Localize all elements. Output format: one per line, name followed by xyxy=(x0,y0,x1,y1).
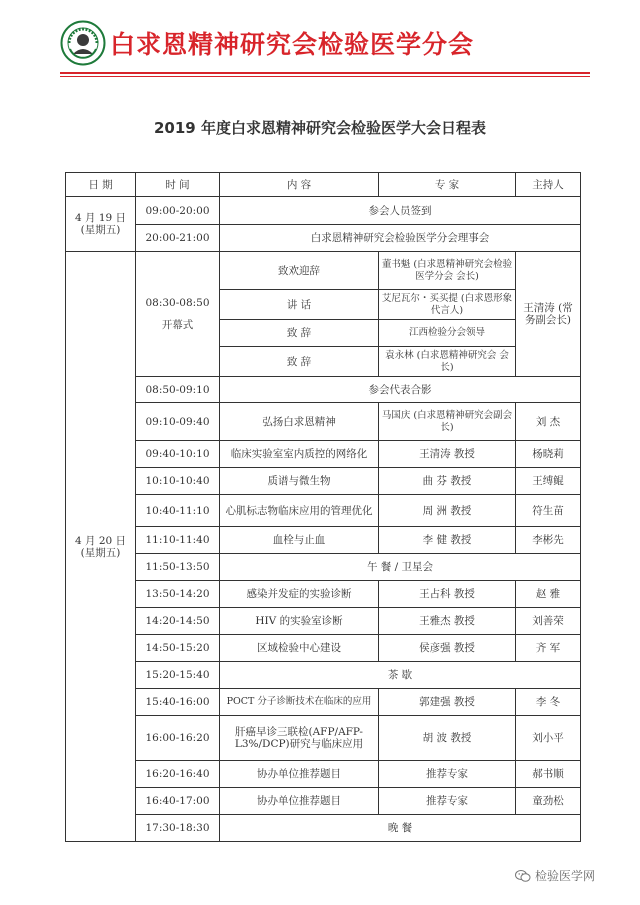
content-cell: 协办单位推荐题目 xyxy=(220,788,379,815)
day1-date-cell xyxy=(66,197,136,252)
table-row xyxy=(66,608,581,635)
col-header-host: 主持人 xyxy=(516,173,581,197)
content-cell: 午 餐 / 卫星会 xyxy=(220,554,581,581)
host-cell: 童劲松 xyxy=(516,788,581,815)
host-cell: 杨晓莉 xyxy=(516,441,581,468)
expert-cell: 郭建强 教授 xyxy=(379,689,516,716)
header-divider xyxy=(60,72,590,74)
table-row xyxy=(66,788,581,815)
time-cell: 15:20-15:40 xyxy=(136,662,220,689)
expert-cell: 曲 芬 教授 xyxy=(379,468,516,495)
header-divider-thin xyxy=(60,76,590,77)
col-header-expert: 专 家 xyxy=(379,173,516,197)
table-row xyxy=(66,716,581,761)
opening-host-cell: 王清涛 (常务副会长) xyxy=(516,252,581,377)
table-row xyxy=(66,689,581,716)
day2-date: 4 月 20 日 xyxy=(74,534,127,547)
table-row xyxy=(66,635,581,662)
time-cell: 15:40-16:00 xyxy=(136,689,220,716)
content-cell: 心肌标志物临床应用的管理优化 xyxy=(220,495,379,527)
content-cell: 参会人员签到 xyxy=(220,197,581,225)
expert-cell: 李 健 教授 xyxy=(379,527,516,554)
page-title: 2019 年度白求恩精神研究会检验医学大会日程表 xyxy=(154,119,486,137)
table-row xyxy=(66,441,581,468)
content-cell: 讲 话 xyxy=(220,290,379,320)
expert-cell: 侯彦强 教授 xyxy=(379,635,516,662)
content-cell: 致 辞 xyxy=(220,347,379,377)
table-row xyxy=(66,815,581,842)
expert-cell: 艾尼瓦尔・买买提 (白求恩形象代言人) xyxy=(379,290,516,320)
society-logo-icon xyxy=(60,20,106,66)
wechat-icon xyxy=(515,869,531,883)
time-cell: 09:40-10:10 xyxy=(136,441,220,468)
host-cell: 王缚鲲 xyxy=(516,468,581,495)
table-row xyxy=(66,581,581,608)
host-cell: 郝书顺 xyxy=(516,761,581,788)
time-cell: 14:50-15:20 xyxy=(136,635,220,662)
host-cell: 李彬先 xyxy=(516,527,581,554)
col-header-time: 时 间 xyxy=(136,173,220,197)
table-row xyxy=(66,495,581,527)
content-cell: 感染并发症的实验诊断 xyxy=(220,581,379,608)
content-cell: HIV 的实验室诊断 xyxy=(220,608,379,635)
time-cell: 16:20-16:40 xyxy=(136,761,220,788)
opening-time: 08:30-08:50 xyxy=(145,297,210,309)
host-cell: 齐 军 xyxy=(516,635,581,662)
day2-date-cell xyxy=(66,252,136,842)
content-cell: 临床实验室室内质控的网络化 xyxy=(220,441,379,468)
time-cell: 10:40-11:10 xyxy=(136,495,220,527)
content-cell: 协办单位推荐题目 xyxy=(220,761,379,788)
content-cell: 白求恩精神研究会检验医学分会理事会 xyxy=(220,225,581,252)
day2-weekday: (星期五) xyxy=(80,546,121,559)
time-cell: 13:50-14:20 xyxy=(136,581,220,608)
table-row xyxy=(66,225,581,252)
time-cell: 14:20-14:50 xyxy=(136,608,220,635)
expert-cell: 推荐专家 xyxy=(379,788,516,815)
expert-cell: 董书魁 (白求恩精神研究会检验医学分会 会长) xyxy=(379,252,516,290)
expert-cell: 周 洲 教授 xyxy=(379,495,516,527)
col-header-content: 内 容 xyxy=(220,173,379,197)
content-cell: 区域检验中心建设 xyxy=(220,635,379,662)
host-cell: 刘小平 xyxy=(516,716,581,761)
time-cell: 11:10-11:40 xyxy=(136,527,220,554)
org-name: 白求恩精神研究会检验医学分会 xyxy=(110,30,475,59)
table-row xyxy=(66,554,581,581)
expert-cell: 袁永林 (白求恩精神研究会 会长) xyxy=(379,347,516,377)
host-cell: 刘善荣 xyxy=(516,608,581,635)
col-header-date: 日 期 xyxy=(66,173,136,197)
expert-cell: 胡 波 教授 xyxy=(379,716,516,761)
document-header xyxy=(60,20,474,66)
watermark xyxy=(515,867,595,884)
expert-cell: 王占科 教授 xyxy=(379,581,516,608)
table-row xyxy=(66,403,581,441)
table-row xyxy=(66,377,581,403)
table-row xyxy=(66,527,581,554)
host-cell: 刘 杰 xyxy=(516,403,581,441)
table-row xyxy=(66,197,581,225)
expert-cell: 马国庆 (白求恩精神研究会副会长) xyxy=(379,403,516,441)
time-cell: 09:00-20:00 xyxy=(136,197,220,225)
watermark-text: 检验医学网 xyxy=(535,869,596,883)
content-cell: 致 辞 xyxy=(220,320,379,347)
host-cell: 符生苗 xyxy=(516,495,581,527)
host-cell: 李 冬 xyxy=(516,689,581,716)
day1-weekday: (星期五) xyxy=(80,224,121,236)
time-cell: 20:00-21:00 xyxy=(136,225,220,252)
table-row xyxy=(66,468,581,495)
content-cell: POCT 分子诊断技术在临床的应用 xyxy=(220,689,379,716)
expert-cell: 江西检验分会领导 xyxy=(379,320,516,347)
table-row xyxy=(66,662,581,689)
schedule-table xyxy=(65,172,581,842)
opening-label: 开幕式 xyxy=(161,319,194,331)
time-cell: 16:40-17:00 xyxy=(136,788,220,815)
table-row xyxy=(66,761,581,788)
time-cell: 08:50-09:10 xyxy=(136,377,220,403)
table-row xyxy=(66,252,581,290)
time-cell: 09:10-09:40 xyxy=(136,403,220,441)
content-cell: 血栓与止血 xyxy=(220,527,379,554)
time-cell: 10:10-10:40 xyxy=(136,468,220,495)
table-header-row xyxy=(66,173,581,197)
host-cell: 赵 雅 xyxy=(516,581,581,608)
content-cell: 晚 餐 xyxy=(220,815,581,842)
opening-time-cell xyxy=(136,252,220,377)
time-cell: 17:30-18:30 xyxy=(136,815,220,842)
expert-cell: 王雅杰 教授 xyxy=(379,608,516,635)
time-cell: 16:00-16:20 xyxy=(136,716,220,761)
content-cell: 参会代表合影 xyxy=(220,377,581,403)
content-cell: 肝癌早诊三联检(AFP/AFP-L3%/DCP)研究与临床应用 xyxy=(220,716,379,761)
expert-cell: 推荐专家 xyxy=(379,761,516,788)
expert-cell: 王清涛 教授 xyxy=(379,441,516,468)
time-cell: 11:50-13:50 xyxy=(136,554,220,581)
content-cell: 弘扬白求恩精神 xyxy=(220,403,379,441)
content-cell: 致欢迎辞 xyxy=(220,252,379,290)
content-cell: 质谱与微生物 xyxy=(220,468,379,495)
day1-date: 4 月 19 日 xyxy=(74,212,127,224)
content-cell: 茶 歇 xyxy=(220,662,581,689)
